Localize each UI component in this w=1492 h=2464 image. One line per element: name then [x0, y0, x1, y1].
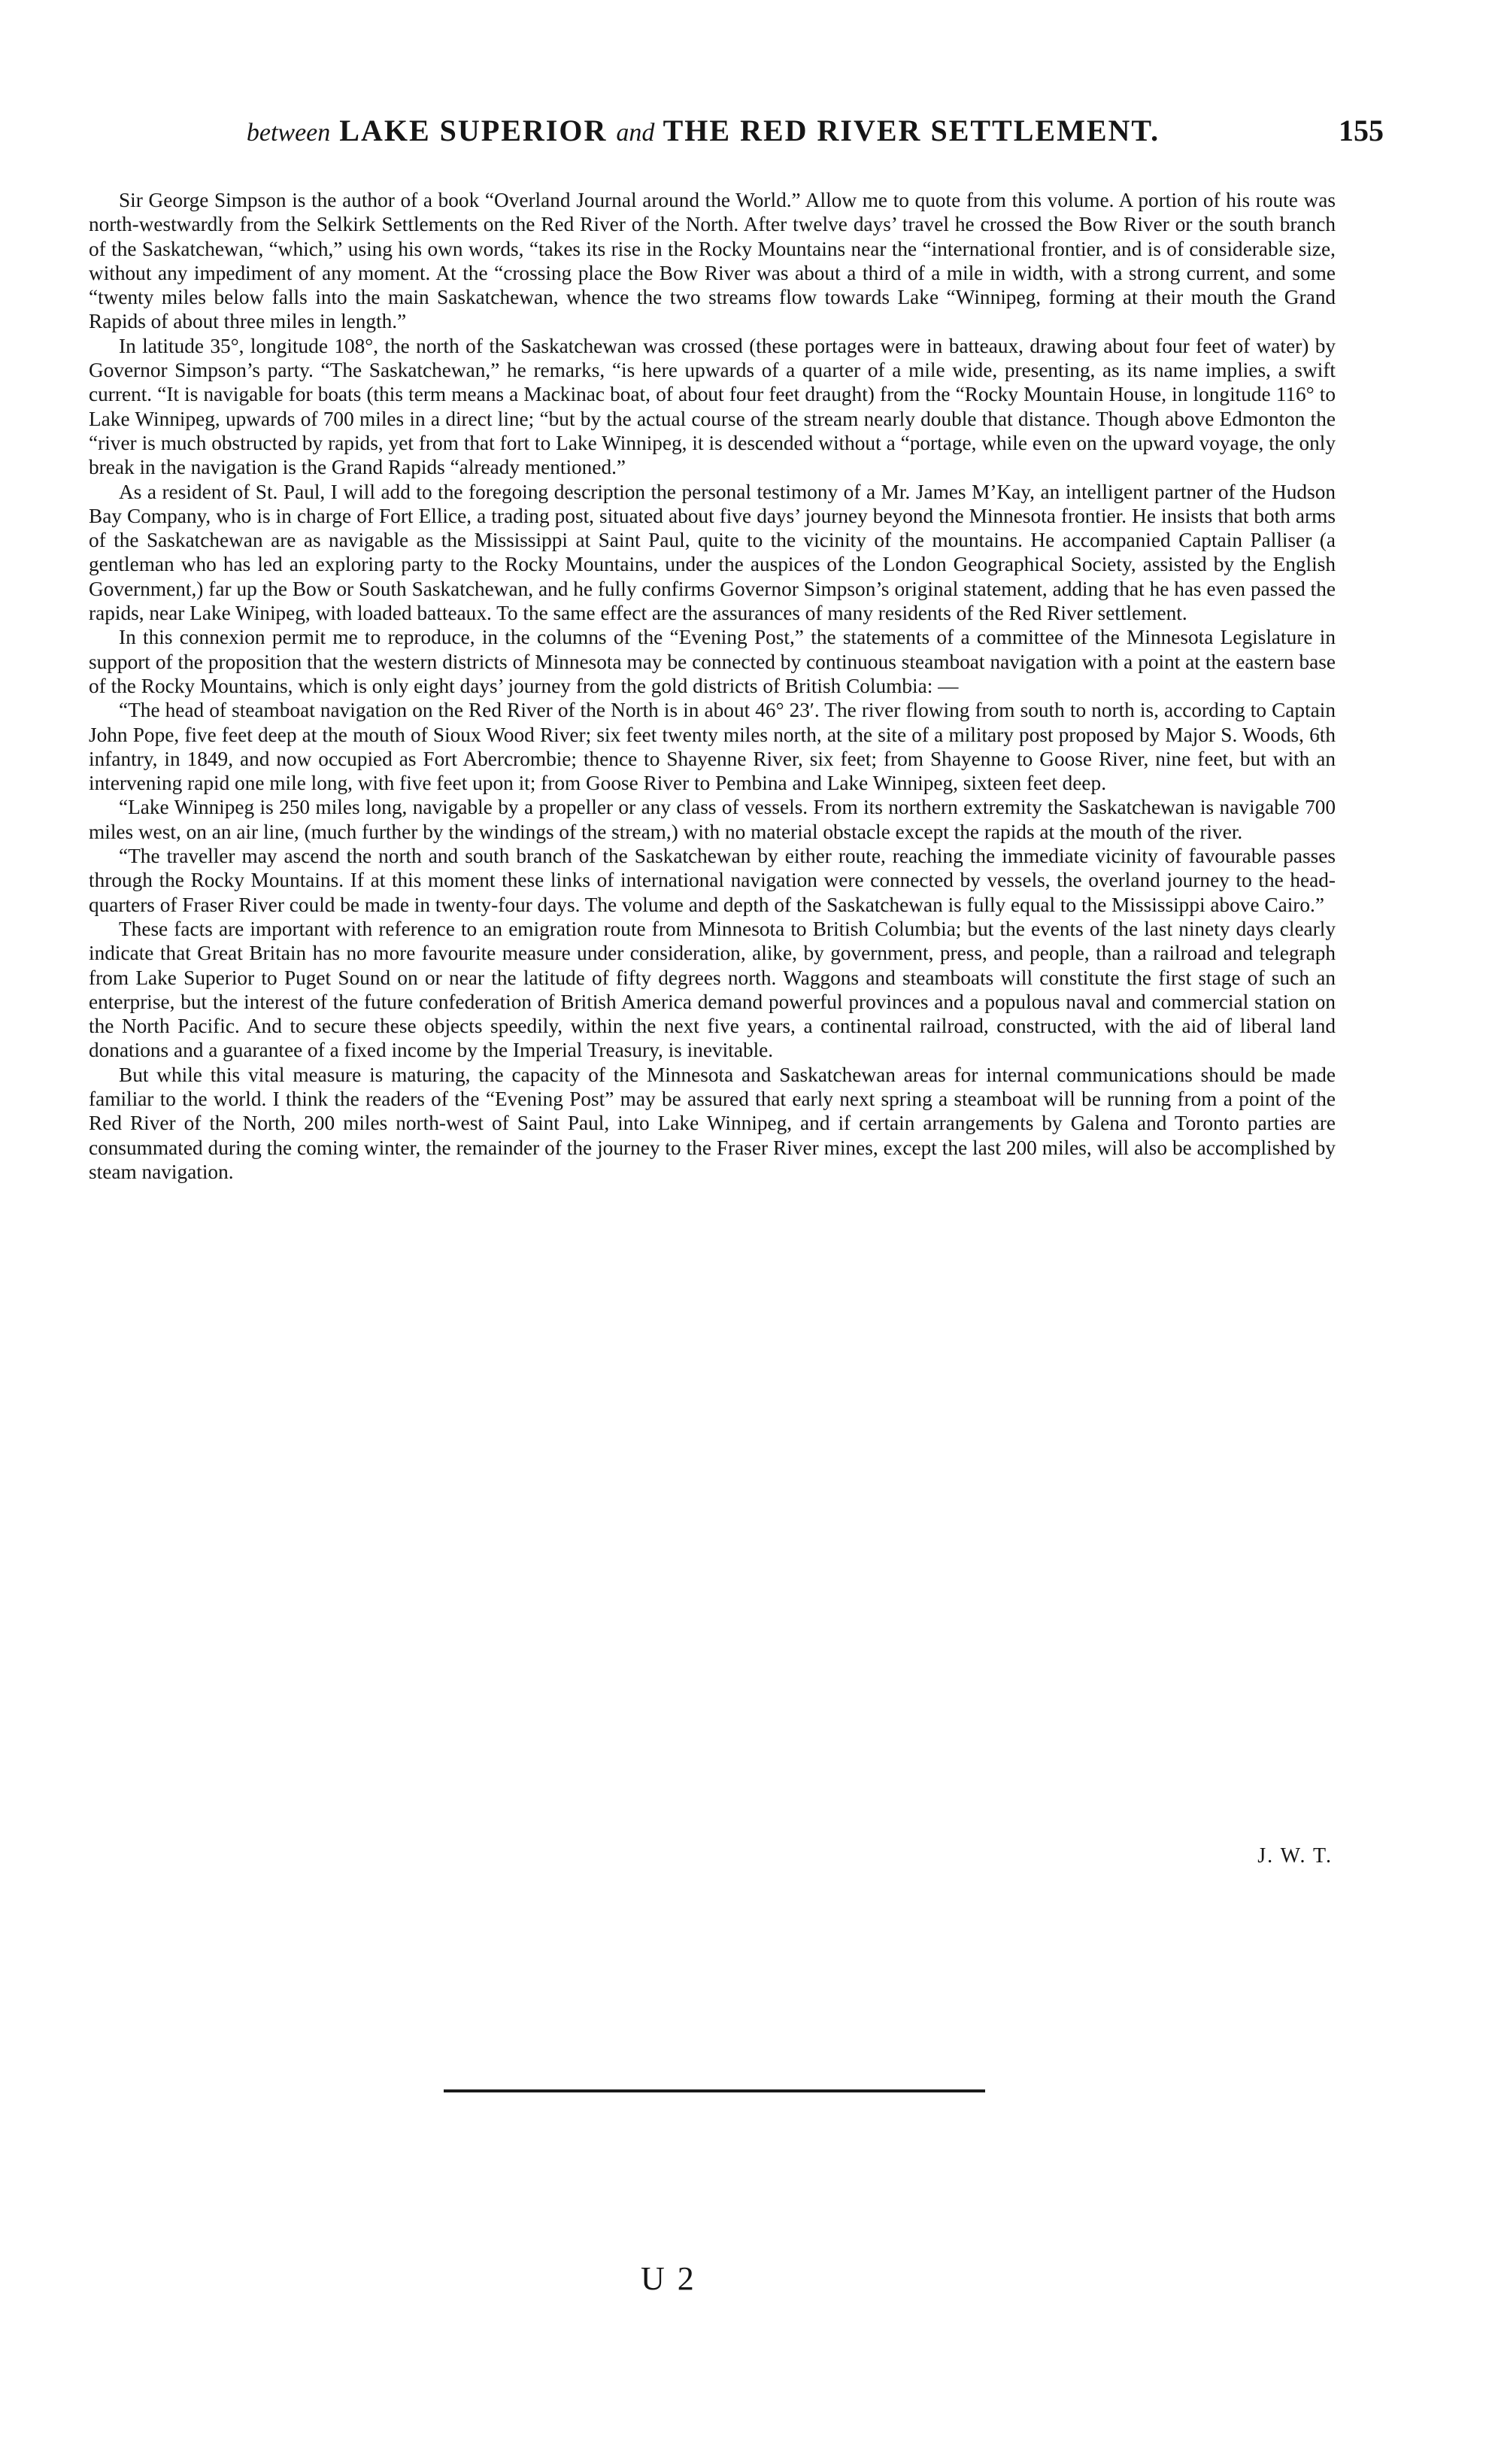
signature-mark: U 2	[641, 2260, 696, 2297]
running-head	[113, 113, 1384, 165]
running-title-prefix: between	[246, 119, 331, 147]
paragraph: “The traveller may ascend the north and south branch of the Saskatchewan by either route, reaching the immediate vicinity of favourable passes through the Rocky Mountains. If at this moment these links of international navigation were connected by vessels, the overland journey to the head-quarters of Fraser River could be made in twenty-four days. The volume and depth of the Saskatchewan is fully equal to the Mississippi above Cairo.”	[89, 845, 1336, 916]
page-number: 155	[1339, 114, 1384, 147]
section-rule	[444, 2089, 985, 2092]
paragraph: But while this vital measure is maturing, the capacity of the Minnesota and Saskatchewan areas for internal communications should be made familiar to the world. I think the readers of the “Evening Post” may be assured that early next spring a steamboat will be running from a point of the Red River of the North, 200 miles north-west of Saint Paul, into Lake Winnipeg, and if certain arrangements by Galena and Toronto parties are consummated during the coming winter, the remainder of the journey to the Fraser River mines, except the last 200 miles, will also be accomplished by steam navigation.	[89, 1063, 1336, 1183]
running-title	[113, 113, 1293, 148]
running-title-part-a: LAKE SUPERIOR	[339, 114, 608, 147]
author-signature: J. W. T.	[1257, 1844, 1333, 1868]
paragraph: “Lake Winnipeg is 250 miles long, navigable by a propeller or any class of vessels. From its northern extremity the Saskatchewan is navigable 700 miles west, on an air line, (much further by the windings of the stream,) with no material obstacle except the rapids at the mouth of the river.	[89, 796, 1336, 843]
running-title-and: and	[616, 119, 655, 147]
paragraph: These facts are important with reference to an emigration route from Minnesota to British Columbia; but the events of the last ninety days clearly indicate that Great Britain has no more favourite measure under consideration, alike, by government, press, and people, than a railroad and telegraph from Lake Superior to Puget Sound on or near the latitude of fifty degrees north. Waggons and steamboats will constitute the first stage of such an enterprise, but the interest of the future confederation of British America demand powerful provinces and a populous naval and commercial station on the North Pacific. And to secure these objects speedily, within the next five years, a continental railroad, constructed, with the aid of liberal land donations and a guarantee of a fixed income by the Imperial Treasury, is inevitable.	[89, 917, 1336, 1062]
paragraph: “The head of steamboat navigation on the Red River of the North is in about 46° 23′. The river flowing from south to north is, according to Captain John Pope, five feet deep at the mouth of Sioux Wood River; six feet twenty miles north, at the site of a military post proposed by Major S. Woods, 6th infantry, in 1849, and now occupied as Fort Abercrombie; thence to Shayenne River, six feet; from Shayenne to Goose River, nine feet, but with an intervening rapid one mile long, with five feet upon it; from Goose River to Pembina and Lake Winnipeg, sixteen feet deep.	[89, 699, 1336, 795]
paragraph: Sir George Simpson is the author of a book “Overland Journal around the World.” Allow me to quote from this volume. A portion of his route was north-westwardly from the Selkirk Settlements on the Red River of the North. After twelve days’ travel he crossed the Bow River or the south branch of the Saskatchewan, “which,” using his own words, “takes its rise in the Rocky Mountains near the “international frontier, and is of considerable size, without any impediment of any moment. At the “crossing place the Bow River was about a third of a mile in width, with a strong current, and some “twenty miles below falls into the main Saskatchewan, whence the two streams flow towards Lake “Winnipeg, forming at their mouth the Grand Rapids of about three miles in length.”	[89, 189, 1336, 333]
article-body	[89, 188, 1336, 1184]
running-title-part-b: THE RED RIVER SETTLEMENT.	[663, 114, 1160, 147]
paragraph: As a resident of St. Paul, I will add to the foregoing description the personal testimony of a Mr. James M’Kay, an intelligent partner of the Hudson Bay Company, who is in charge of Fort Ellice, a trading post, situated about five days’ journey beyond the Minnesota frontier. He insists that both arms of the Saskatchewan are as navigable as the Mississippi at Saint Paul, quite to the vicinity of the mountains. He accompanied Captain Palliser (a gentleman who has led an exploring party to the Rocky Mountains, under the auspices of the London Geographical Society, assisted by the English Government,) far up the Bow or South Saskatchewan, and he fully confirms Governor Simpson’s original statement, adding that he has even passed the rapids, near Lake Winipeg, with loaded batteaux. To the same effect are the assurances of many residents of the Red River settlement.	[89, 480, 1336, 625]
paragraph: In this connexion permit me to reproduce, in the columns of the “Evening Post,” the statements of a committee of the Minnesota Legislature in support of the proposition that the western districts of Minnesota may be connected by continuous steamboat navigation with a point at the eastern base of the Rocky Mountains, which is only eight days’ journey from the gold districts of British Columbia: —	[89, 626, 1336, 697]
paragraph: In latitude 35°, longitude 108°, the north of the Saskatchewan was crossed (these portages were in batteaux, drawing about four feet of water) by Governor Simpson’s party. “The Saskatchewan,” he remarks, “is here upwards of a quarter of a mile wide, presenting, as its name implies, a swift current. “It is navigable for boats (this term means a Mackinac boat, of about four feet draught) from the “Rocky Mountain House, in longitude 116° to Lake Winnipeg, upwards of 700 miles in a direct line; “but by the actual course of the stream nearly double that distance. Though above Edmonton the “river is much obstructed by rapids, yet from that fort to Lake Winnipeg, it is descended without a “portage, while even on the upward voyage, the only break in the navigation is the Grand Rapids “already mentioned.”	[89, 334, 1336, 479]
